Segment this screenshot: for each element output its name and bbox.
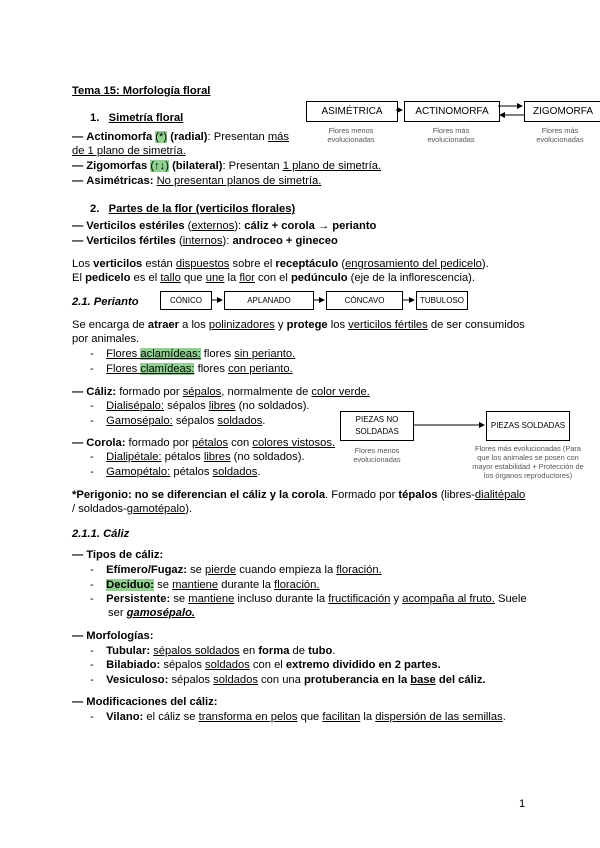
paragraph-perianto-line2: por animales. (72, 333, 140, 345)
list-item: - Tubular: sépalos soldados en forma de tubo. (90, 645, 336, 657)
actinomorfa-line: — Actinomorfa (*) (radial): Presentan más (72, 131, 289, 143)
diagram-caption: Flores más evolucionadas (Para que los animales se posen con mayor estabilidad + Protección de los órganos reproductores) (472, 444, 584, 480)
page-title: Tema 15: Morfología floral (72, 85, 211, 97)
list-item-continuation: ser gamosépalo. (108, 607, 196, 619)
diagram-box-aplanado: APLANADO (224, 291, 314, 310)
diagram-box-actinomorfa: ACTINOMORFA (404, 101, 500, 122)
list-item: - Deciduo: se mantiene durante la floración. (90, 579, 320, 591)
diagram-caption: Flores más evolucionadas (536, 126, 584, 144)
list-item: - Vesiculoso: sépalos soldados con una protuberancia en la base del cáliz. (90, 674, 486, 686)
list-item: - Bilabiado: sépalos soldados con el extremo dividido en 2 partes. (90, 659, 441, 671)
perigonio-line2: / soldados-gamotépalo). (72, 503, 193, 515)
list-item: - Flores aclamídeas: flores sin perianto. (90, 348, 296, 360)
diagram-box-soldadas: PIEZAS SOLDADAS (486, 411, 570, 441)
list-item: - Gamosépalo: sépalos soldados. (90, 415, 266, 427)
list-item: - Efímero/Fugaz: se pierde cuando empieza la floración. (90, 564, 382, 576)
verticilos-fertiles: — Verticilos fértiles (internos): androceo + gineceo (72, 235, 338, 247)
diagram-box-zigomorfa: ZIGOMORFA (524, 101, 600, 122)
diagram-box-asimetrica: ASIMÉTRICA (306, 101, 398, 122)
list-item: - Gamopétalo: pétalos soldados. (90, 466, 261, 478)
verticilos-esteriles: — Verticilos estériles (externos): cáliz + corola → perianto (72, 220, 377, 232)
section-2-1-1-heading: 2.1.1. Cáliz (72, 528, 130, 540)
section-2-heading: 2. Partes de la flor (verticilos florales) (90, 203, 296, 215)
diagram-box-concavo: CÓNCAVO (326, 291, 403, 310)
zigomorfas-line: — Zigomorfas (↑↓) (bilateral): Presentan 1 plano de simetría. (72, 160, 382, 172)
page-number: 1 (519, 798, 526, 810)
perigonio-line: *Perigonio: no se diferencian el cáliz y la corola. Formado por tépalos (libres-dialitépalo (72, 489, 526, 501)
section-2-1-heading: 2.1. Perianto (72, 296, 139, 308)
list-item: - Persistente: se mantiene incluso durante la fructificación y acompaña al fruto. Suele (90, 593, 527, 605)
diagram-caption: Flores menos evolucionadas (353, 446, 401, 464)
list-item: - Vilano: el cáliz se transforma en pelos que facilitan la dispersión de las semillas. (90, 711, 506, 723)
tipos-heading: — Tipos de cáliz: (72, 549, 164, 561)
caliz-line: — Cáliz: formado por sépalos, normalmente de color verde. (72, 386, 370, 398)
diagram-box-no-soldadas: PIEZAS NO SOLDADAS (340, 411, 414, 441)
paragraph-verticilos: Los verticilos están dispuestos sobre el receptáculo (engrosamiento del pedicelo). (72, 258, 489, 270)
diagram-box-tubuloso: TUBULOSO (416, 291, 468, 310)
section-1-heading: 1. Simetría floral (90, 112, 184, 124)
paragraph-perianto: Se encarga de atraer a los polinizadores y protege los verticilos fértiles de ser consumidos (72, 319, 525, 331)
list-item: - Flores clamídeas: flores con perianto. (90, 363, 293, 375)
corola-line: — Corola: formado por pétalos con colores vistosos. (72, 437, 336, 449)
modificaciones-heading: — Modificaciones del cáliz: (72, 696, 218, 708)
paragraph-pedicelo: El pedicelo es el tallo que une la flor con el pedúnculo (eje de la inflorescencia). (72, 272, 476, 284)
asimetricas-line: — Asimétricas: No presentan planos de simetría. (72, 175, 322, 187)
diagram-caption: Flores menos evolucionadas (327, 126, 375, 144)
diagram-box-conico: CÓNICO (160, 291, 212, 310)
list-item: - Dialipétale: pétalos libres (no soldados). (90, 451, 305, 463)
list-item: - Dialisépalo: sépalos libres (no soldados). (90, 400, 310, 412)
diagram-caption: Flores más evolucionadas (427, 126, 475, 144)
actinomorfa-line2: de 1 plano de simetría. (72, 145, 186, 157)
morfologias-heading: — Morfologías: (72, 630, 154, 642)
